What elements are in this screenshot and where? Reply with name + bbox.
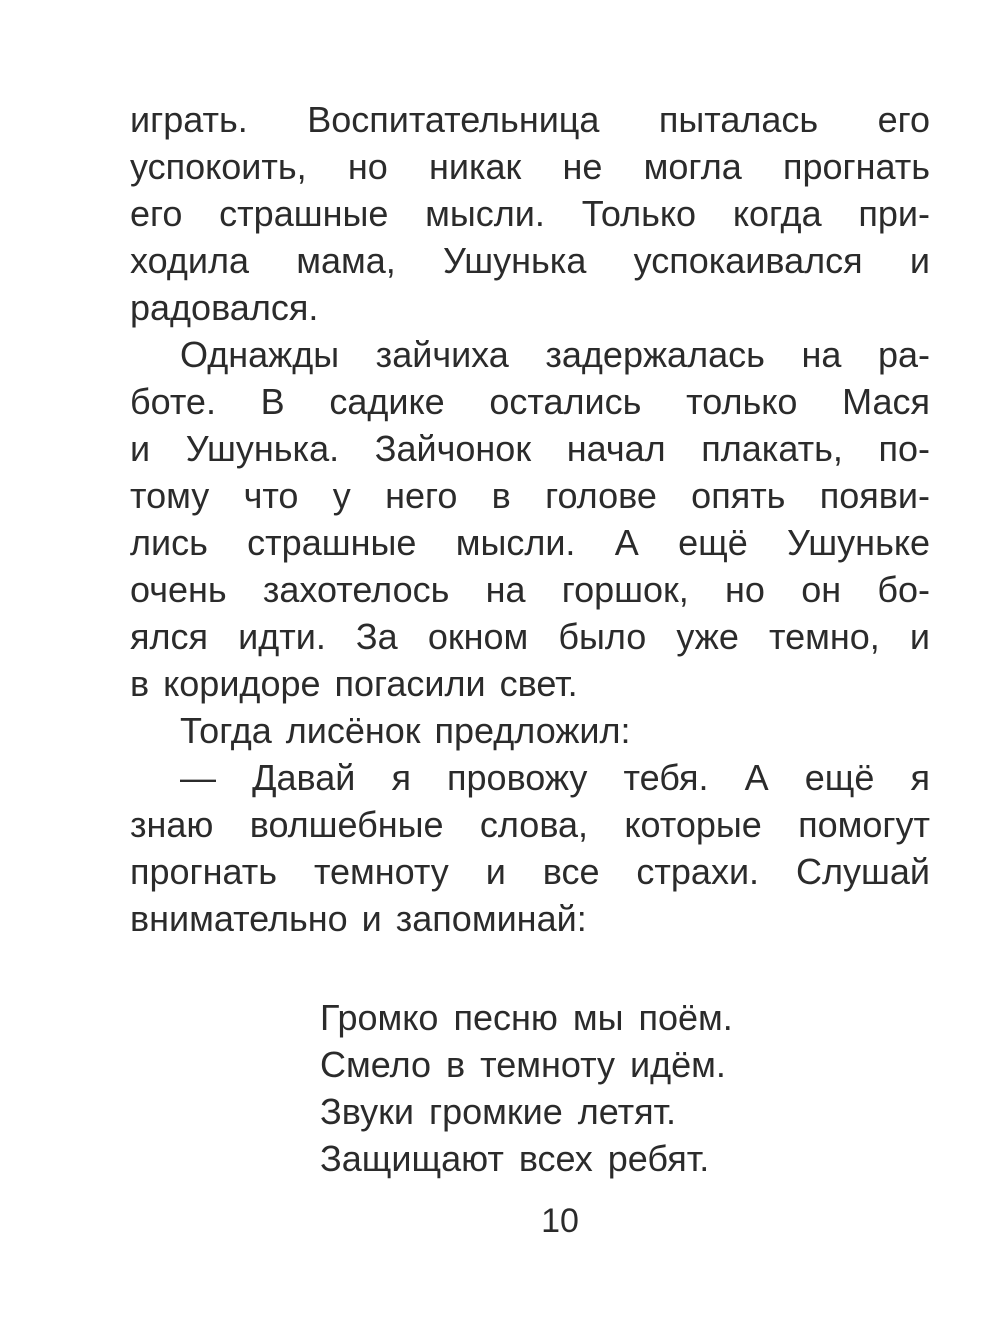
text-line: тому что у него в голове опять появи- xyxy=(130,475,930,516)
text-line: Тогда лисёнок предложил: xyxy=(180,710,631,751)
poem-line: Звуки громкие летят. xyxy=(320,1091,677,1132)
text-line: лись страшные мысли. А ещё Ушуньке xyxy=(130,522,930,563)
page-number: 10 xyxy=(541,1202,579,1240)
story-text xyxy=(130,96,930,942)
text-line: и Ушунька. Зайчонок начал плакать, по- xyxy=(130,428,930,469)
text-line: в коридоре погасили свет. xyxy=(130,663,578,704)
text-line: играть. Воспитательница пыталась его xyxy=(130,99,930,140)
text-line: прогнать темноту и все страхи. Слушай xyxy=(130,851,930,892)
text-line: Однажды зайчиха задержалась на ра- xyxy=(180,334,930,375)
poem-line: Смело в темноту идём. xyxy=(320,1044,726,1085)
poem-line: Громко песню мы поём. xyxy=(320,997,733,1038)
text-line: успокоить, но никак не могла прогнать xyxy=(130,146,930,187)
text-line: его страшные мысли. Только когда при- xyxy=(130,193,930,234)
text-line: радовался. xyxy=(130,287,319,328)
text-line: внимательно и запоминай: xyxy=(130,898,587,939)
text-line: знаю волшебные слова, которые помогут xyxy=(130,804,930,845)
text-line: очень захотелось на горшок, но он бо- xyxy=(130,569,930,610)
text-line: ялся идти. За окном было уже темно, и xyxy=(130,616,930,657)
text-line: — Давай я провожу тебя. А ещё я xyxy=(180,757,930,798)
text-line: ходила мама, Ушунька успокаивался и xyxy=(130,240,930,281)
text-line: боте. В садике остались только Мася xyxy=(130,381,930,422)
poem-line: Защищают всех ребят. xyxy=(320,1138,710,1179)
poem xyxy=(320,994,733,1182)
